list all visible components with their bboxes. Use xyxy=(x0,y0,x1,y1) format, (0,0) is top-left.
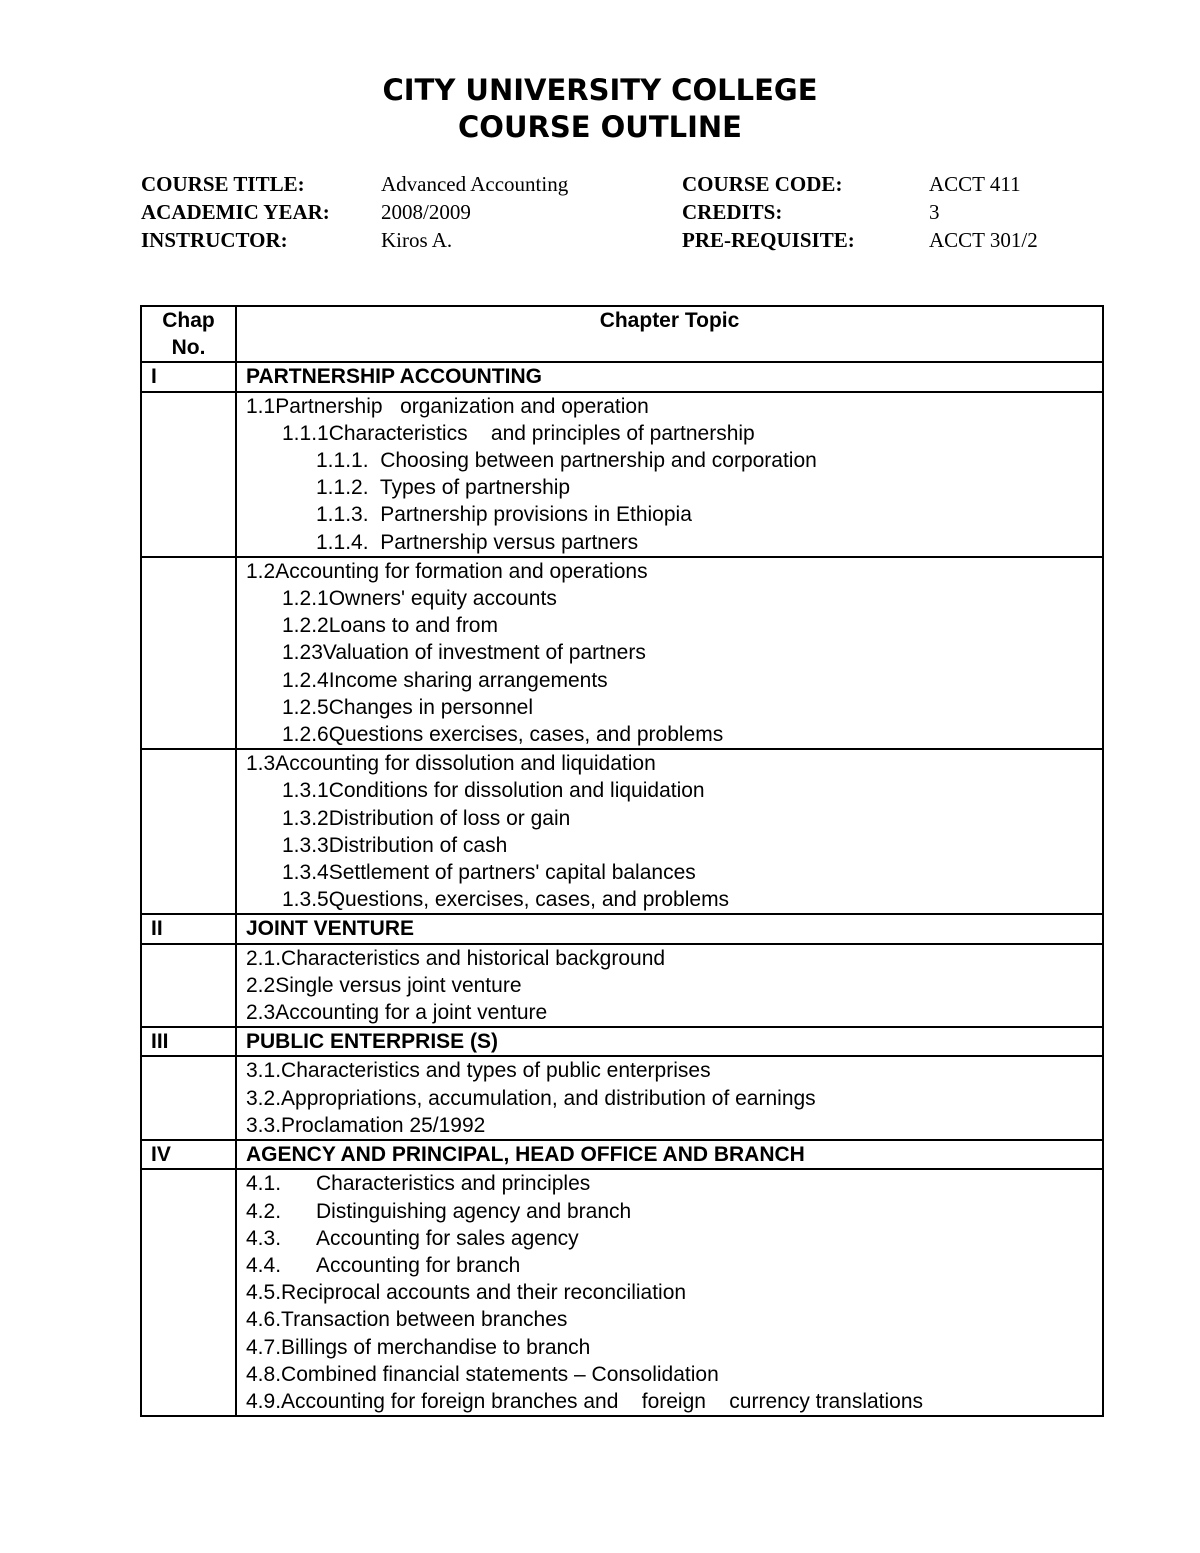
section-cell xyxy=(236,749,1103,914)
topic-line: 1.23Valuation of investment of partners xyxy=(282,641,646,665)
topic-line: 1.2.1Owners' equity accounts xyxy=(282,587,557,611)
course-outline-table xyxy=(140,305,1104,1417)
course-code-label: COURSE CODE: xyxy=(682,172,843,196)
course-info xyxy=(141,170,1101,254)
course-title-value: Advanced Accounting xyxy=(381,172,569,196)
topic-line: 1.1.4. Partnership versus partners xyxy=(316,530,639,554)
topic-line: 1.3.1Conditions for dissolution and liquidation xyxy=(282,779,705,803)
section-row xyxy=(141,557,1103,749)
chapter-number: III xyxy=(141,1027,236,1056)
topic-line: 1.3.2Distribution of loss or gain xyxy=(282,806,571,830)
topic-line: 1.2.6Questions exercises, cases, and problems xyxy=(282,723,724,747)
course-info-row xyxy=(141,198,1101,226)
topic-line: 2.3Accounting for a joint venture xyxy=(246,1001,548,1025)
empty-cell xyxy=(141,944,236,1028)
topic-text: Accounting for sales agency xyxy=(316,1226,579,1250)
topic-number: 4.3. xyxy=(246,1226,282,1250)
credits-value: 3 xyxy=(929,200,940,224)
topic-line xyxy=(246,1225,1102,1252)
chapter-number: IV xyxy=(141,1140,236,1169)
section-cell xyxy=(236,944,1103,1028)
instructor-label: INSTRUCTOR: xyxy=(141,228,288,252)
topic-line: 1.1.2. Types of partnership xyxy=(316,476,571,500)
topic-line: 1.3Accounting for dissolution and liquidation xyxy=(246,752,656,776)
college-title: CITY UNIVERSITY COLLEGE xyxy=(382,73,818,107)
section-row xyxy=(141,749,1103,914)
topic-line: 4.8.Combined financial statements – Consolidation xyxy=(246,1362,719,1386)
topic-line: 3.3.Proclamation 25/1992 xyxy=(246,1113,486,1137)
empty-cell xyxy=(141,557,236,749)
topic-line xyxy=(246,1252,1102,1279)
topic-number: 4.1. xyxy=(246,1172,282,1196)
empty-cell xyxy=(141,749,236,914)
academic-year-value: 2008/2009 xyxy=(381,200,471,224)
table-header-row xyxy=(141,306,1103,362)
topic-line: 1.2.5Changes in personnel xyxy=(282,695,534,719)
topic-line: 1.3.3Distribution of cash xyxy=(282,833,508,857)
chap-header-line: No. xyxy=(171,336,206,360)
topic-line xyxy=(246,1170,1102,1197)
topic-line: 1.3.5Questions, exercises, cases, and problems xyxy=(282,888,730,912)
chap-header-line: Chap xyxy=(162,309,215,332)
course-info-row xyxy=(141,226,1101,254)
prerequisite-label: PRE-REQUISITE: xyxy=(682,228,855,252)
course-code-value: ACCT 411 xyxy=(929,172,1021,196)
academic-year-label: ACADEMIC YEAR: xyxy=(141,200,330,224)
chapter-row xyxy=(141,1140,1103,1169)
topic-line: 1.1.3. Partnership provisions in Ethiopia xyxy=(316,503,692,527)
topic-number: 4.2. xyxy=(246,1199,282,1223)
credits-label: CREDITS: xyxy=(682,200,783,224)
topic-number: 4.4. xyxy=(246,1253,282,1277)
topic-line: 2.2Single versus joint venture xyxy=(246,973,522,997)
topic-line: 1.2.4Income sharing arrangements xyxy=(282,668,608,692)
topic-line: 4.9.Accounting for foreign branches and foreign currency translations xyxy=(246,1389,924,1413)
section-cell xyxy=(236,1169,1103,1416)
topic-line: 1.3.4Settlement of partners' capital balances xyxy=(282,861,696,885)
document-title: COURSE OUTLINE xyxy=(458,110,742,144)
empty-cell xyxy=(141,1169,236,1416)
chapter-topic-header: Chapter Topic xyxy=(236,306,1103,362)
section-row xyxy=(141,944,1103,1028)
section-row xyxy=(141,1056,1103,1140)
chapter-row xyxy=(141,914,1103,943)
topic-line: 4.7.Billings of merchandise to branch xyxy=(246,1335,591,1359)
topic-line: 4.6.Transaction between branches xyxy=(246,1308,568,1332)
topic-line: 1.1Partnership organization and operation xyxy=(246,394,649,418)
chapter-title: AGENCY AND PRINCIPAL, HEAD OFFICE AND BRANCH xyxy=(236,1140,1103,1169)
topic-text: Distinguishing agency and branch xyxy=(316,1199,632,1223)
chapter-title: PARTNERSHIP ACCOUNTING xyxy=(236,362,1103,391)
chapter-row xyxy=(141,1027,1103,1056)
topic-text: Characteristics and principles xyxy=(316,1172,591,1196)
chapter-number: I xyxy=(141,362,236,391)
topic-line: 3.2.Appropriations, accumulation, and distribution of earnings xyxy=(246,1086,816,1110)
chapter-row xyxy=(141,362,1103,391)
topic-text: Accounting for branch xyxy=(316,1253,521,1277)
topic-line: 1.1.1Characteristics and principles of partnership xyxy=(282,421,755,445)
topic-line: 1.2Accounting for formation and operations xyxy=(246,559,648,583)
chapter-title: JOINT VENTURE xyxy=(236,914,1103,943)
chapter-number: II xyxy=(141,914,236,943)
section-cell xyxy=(236,392,1103,557)
prerequisite-value: ACCT 301/2 xyxy=(929,228,1038,252)
empty-cell xyxy=(141,1056,236,1140)
chapter-title: PUBLIC ENTERPRISE (S) xyxy=(236,1027,1103,1056)
chap-no-header xyxy=(141,306,236,362)
topic-line: 4.5.Reciprocal accounts and their reconciliation xyxy=(246,1281,687,1305)
empty-cell xyxy=(141,392,236,557)
section-row xyxy=(141,1169,1103,1416)
topic-line: 3.1.Characteristics and types of public enterprises xyxy=(246,1059,711,1083)
topic-line: 2.1.Characteristics and historical background xyxy=(246,946,666,970)
section-row xyxy=(141,392,1103,557)
topic-line xyxy=(246,1198,1102,1225)
topic-line: 1.2.2Loans to and from xyxy=(282,614,498,638)
course-title-label: COURSE TITLE: xyxy=(141,172,305,196)
section-cell xyxy=(236,557,1103,749)
section-cell xyxy=(236,1056,1103,1140)
course-info-row xyxy=(141,170,1101,198)
topic-line: 1.1.1. Choosing between partnership and corporation xyxy=(316,449,817,473)
instructor-value: Kiros A. xyxy=(381,228,453,252)
